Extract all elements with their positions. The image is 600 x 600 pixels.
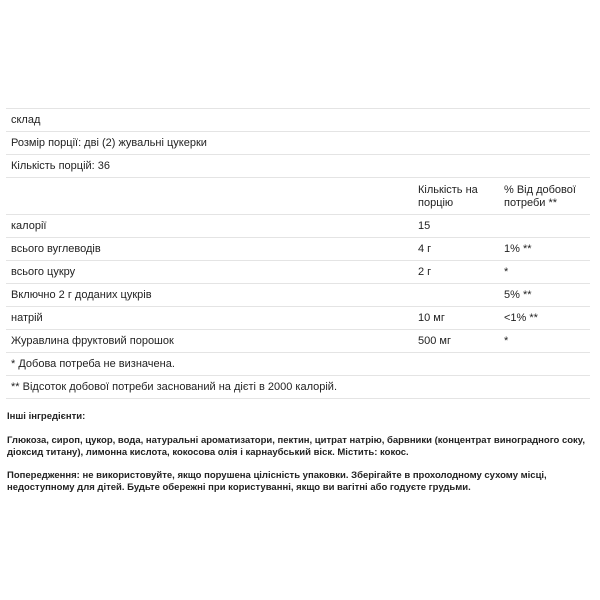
footnote-daily-value-not-established: * Добова потреба не визначена. <box>11 358 175 370</box>
facts-title-row <box>6 109 590 132</box>
warning-text: Попередження: не використовуйте, якщо порушена цілісність упаковки. Зберігайте в прохолодному сухому місці, недоступному для дітей. Будьте обережні при користуванні, якщо ви вагітні або годуєте грудьми. <box>7 470 547 493</box>
footnote-row <box>6 376 590 399</box>
nutrient-amount: 4 г <box>418 243 432 255</box>
servings-row <box>6 155 590 178</box>
nutrient-name: Включно 2 г доданих цукрів <box>11 289 152 301</box>
nutrient-name: натрій <box>11 312 43 324</box>
servings-per-container: Кількість порцій: 36 <box>11 160 111 172</box>
nutrient-dv: 1% ** <box>504 243 532 255</box>
nutrient-dv: 5% ** <box>504 289 532 301</box>
ingredients-text: Глюкоза, сироп, цукор, вода, натуральні ароматизатори, пектин, цитрат натрію, барвники (концентрат виноградного соку, діоксид титану), лимонна кислота, кокосова олія і карнаубський віск. Містить: кокос. <box>7 435 586 458</box>
nutrient-dv: <1% ** <box>504 312 538 324</box>
nutrient-row <box>6 284 590 307</box>
nutrient-dv: * <box>504 266 509 278</box>
nutrient-name: всього цукру <box>11 266 76 278</box>
supplement-facts-table <box>6 108 590 399</box>
nutrient-row <box>6 261 590 284</box>
facts-title: склад <box>11 114 41 126</box>
column-header-row <box>6 178 590 215</box>
nutrient-name: Журавлина фруктовий порошок <box>11 335 174 347</box>
serving-size-row <box>6 132 590 155</box>
nutrient-name: всього вуглеводів <box>11 243 101 255</box>
other-info-section <box>7 411 587 494</box>
nutrient-row <box>6 215 590 238</box>
header-daily-value: % Від добової потреби ** <box>504 184 576 209</box>
nutrient-row <box>6 307 590 330</box>
other-ingredients-title: Інші інгредієнти: <box>7 411 86 422</box>
nutrient-row <box>6 238 590 261</box>
header-amount: Кількість на порцію <box>418 184 478 209</box>
nutrient-amount: 10 мг <box>418 312 445 324</box>
footnote-percent-basis: ** Відсоток добової потреби заснований на дієті в 2000 калорій. <box>11 381 337 393</box>
nutrient-name: калорії <box>11 220 47 232</box>
nutrient-dv: * <box>504 335 509 347</box>
nutrient-amount: 15 <box>418 220 431 232</box>
nutrient-amount: 500 мг <box>418 335 451 347</box>
footnote-row <box>6 353 590 376</box>
nutrient-row <box>6 330 590 353</box>
serving-size: Розмір порції: дві (2) жувальні цукерки <box>11 137 207 149</box>
nutrient-amount: 2 г <box>418 266 432 278</box>
